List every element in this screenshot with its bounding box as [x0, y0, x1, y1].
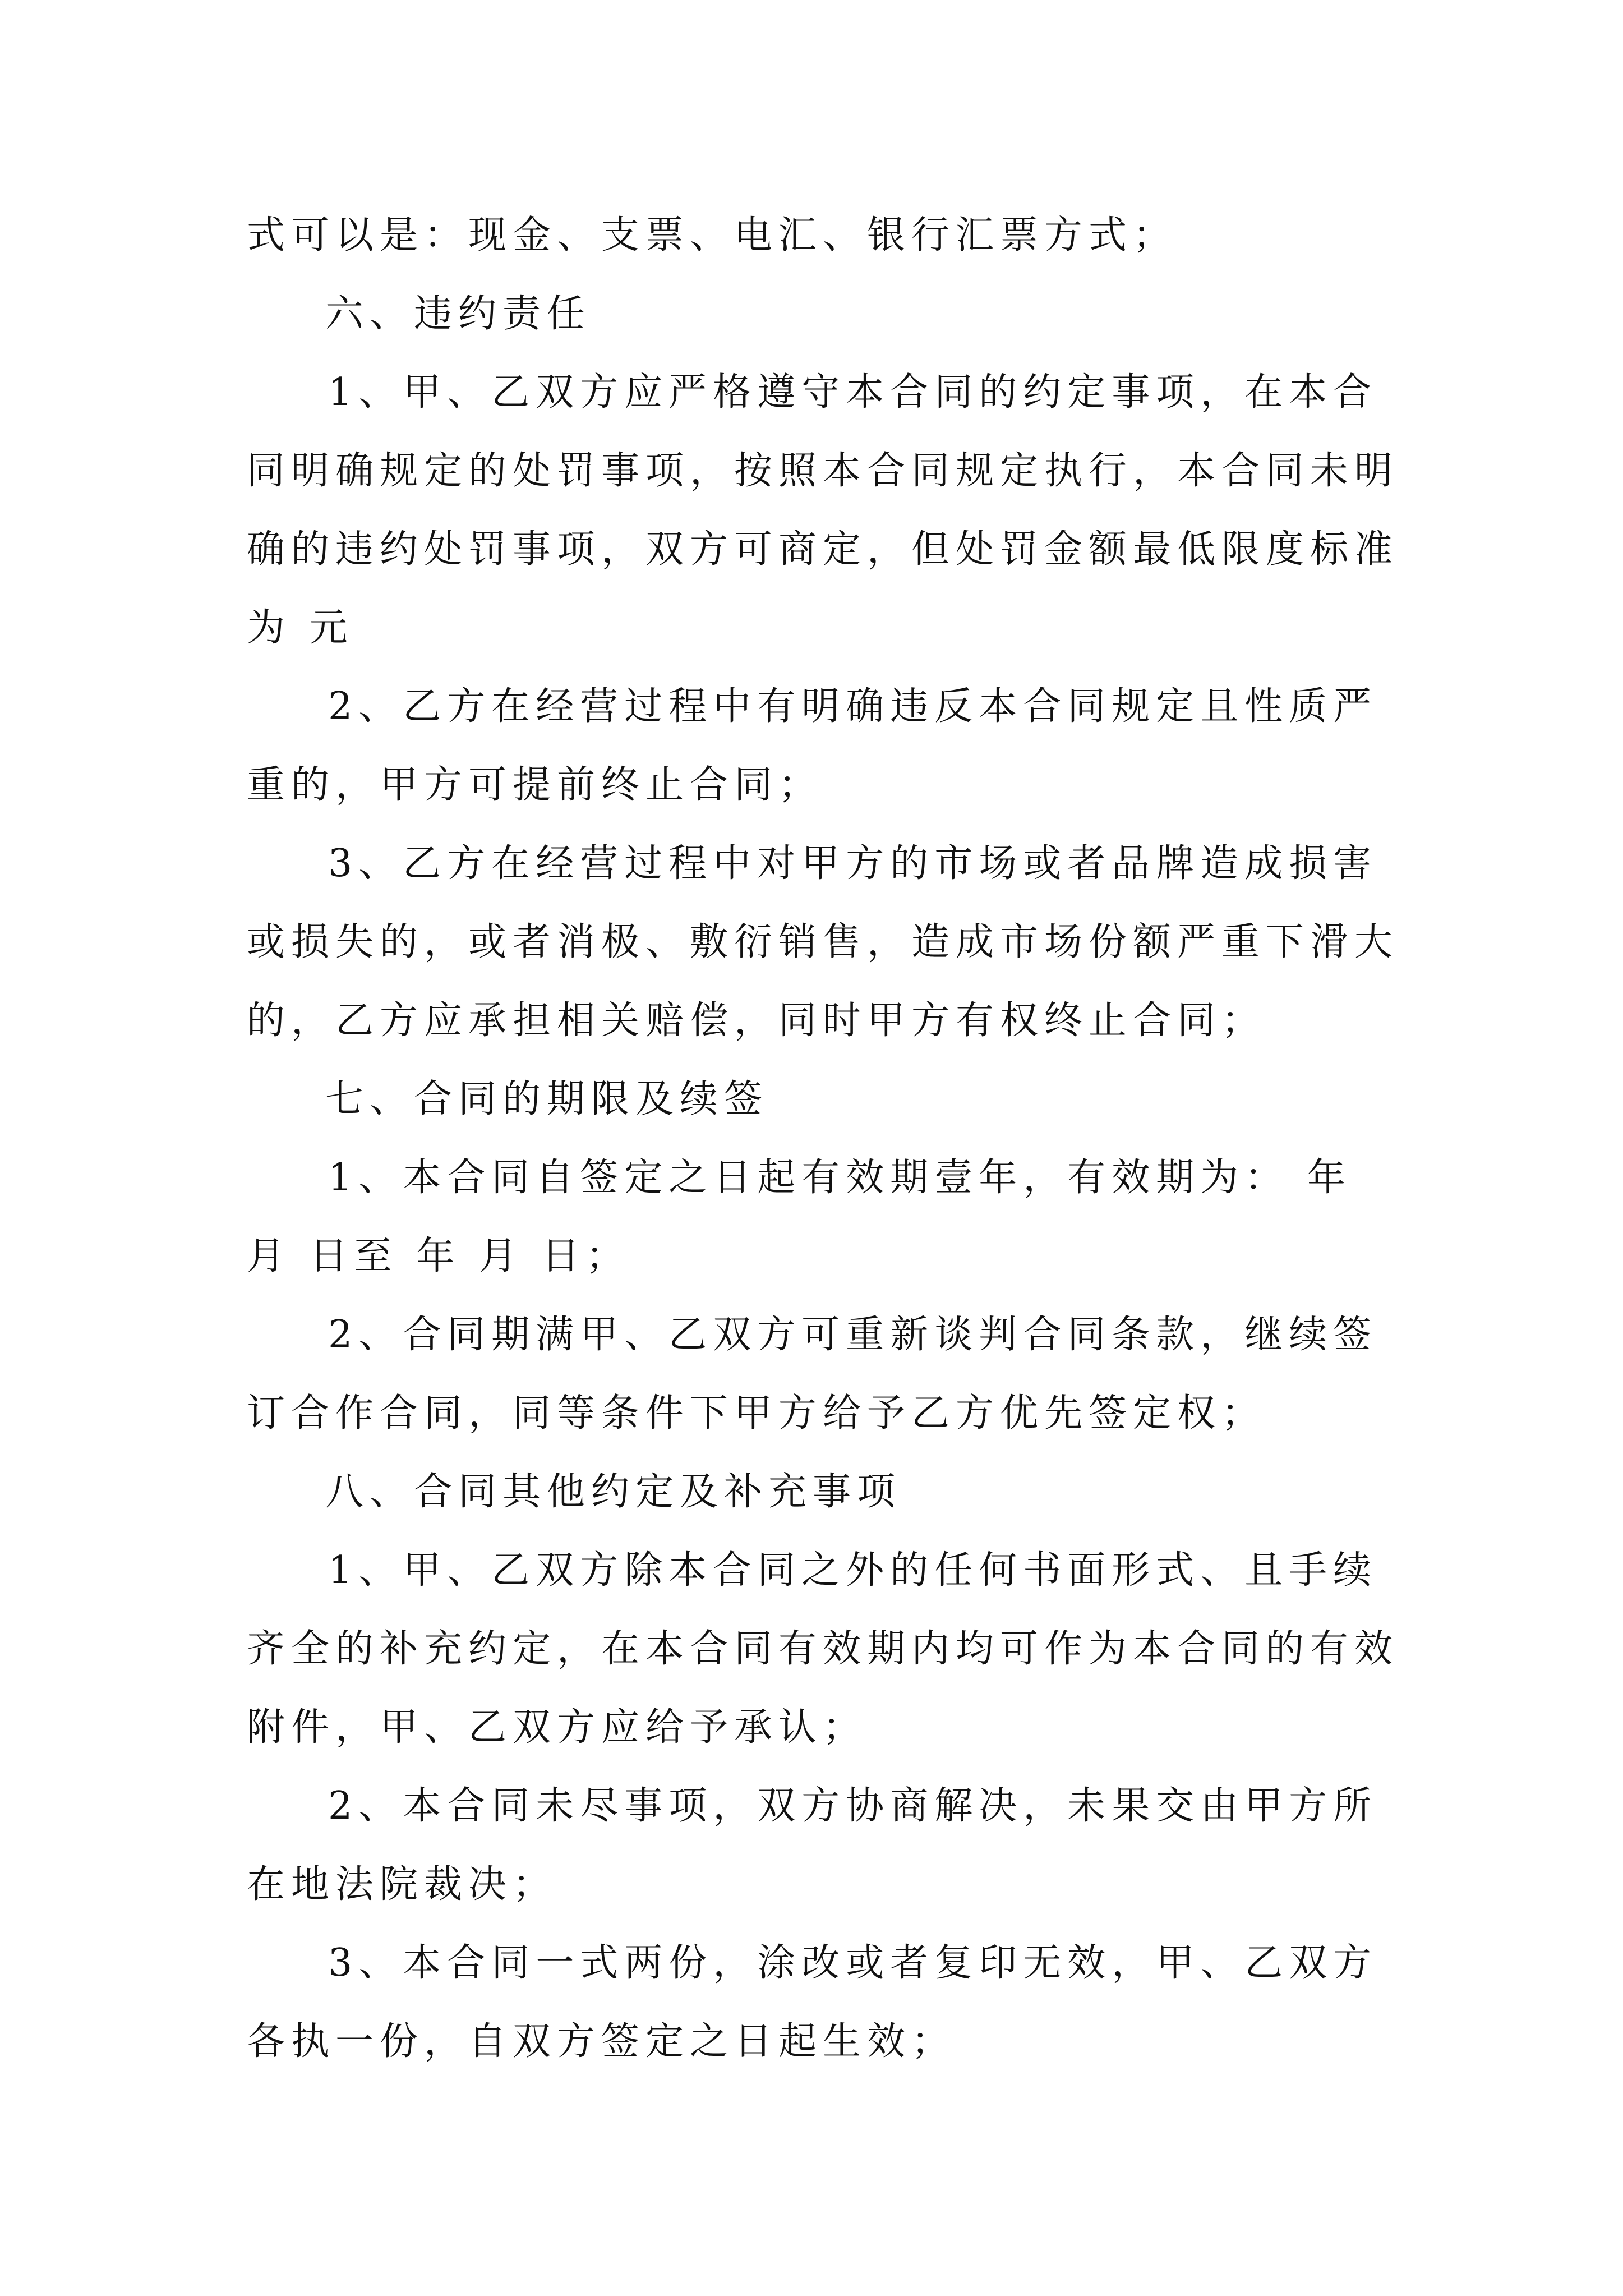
text-line: 3、乙方在经营过程中对甲方的市场或者品牌造成损害 [328, 841, 1378, 886]
section-heading: 七、合同的期限及续签 [325, 1077, 769, 1121]
text-line: 确的违约处罚事项，双方可商定，但处罚金额最低限度标准 [247, 527, 1399, 572]
text-line: 为 元 [247, 606, 354, 650]
text-line: 各执一份，自双方签定之日起生效； [247, 2019, 956, 2064]
section-heading: 八、合同其他约定及补充事项 [325, 1470, 902, 1514]
text-line: 1、本合同自签定之日起有效期壹年，有效期为： 年 [328, 1156, 1352, 1200]
text-line: 式可以是：现金、支票、电汇、银行汇票方式； [247, 213, 1178, 257]
text-line: 在地法院裁决； [247, 1862, 557, 1907]
text-line: 月 日至 年 月 日； [247, 1234, 630, 1278]
text-line: 1、甲、乙双方除本合同之外的任何书面形式、且手续 [328, 1548, 1378, 1593]
text-line: 齐全的补充约定，在本合同有效期内均可作为本合同的有效 [247, 1627, 1399, 1671]
text-line: 3、本合同一式两份，涂改或者复印无效，甲、乙双方 [328, 1941, 1378, 1985]
text-line: 订合作合同，同等条件下甲方给予乙方优先签定权； [247, 1391, 1266, 1435]
text-line: 的，乙方应承担相关赔偿，同时甲方有权终止合同； [247, 999, 1266, 1043]
text-line: 附件，甲、乙双方应给予承认； [247, 1705, 868, 1750]
section-heading: 六、违约责任 [325, 292, 592, 336]
text-line: 2、乙方在经营过程中有明确违反本合同规定且性质严 [328, 684, 1378, 729]
text-line: 2、合同期满甲、乙双方可重新谈判合同条款，继续签 [328, 1313, 1378, 1357]
text-line: 2、本合同未尽事项，双方协商解决，未果交由甲方所 [328, 1784, 1378, 1828]
text-line: 或损失的，或者消极、敷衍销售，造成市场份额严重下滑大 [247, 920, 1399, 964]
text-line: 重的，甲方可提前终止合同； [247, 763, 823, 807]
text-line: 1、甲、乙双方应严格遵守本合同的约定事项，在本合 [328, 370, 1378, 415]
text-line: 同明确规定的处罚事项，按照本合同规定执行，本合同未明 [247, 449, 1399, 493]
